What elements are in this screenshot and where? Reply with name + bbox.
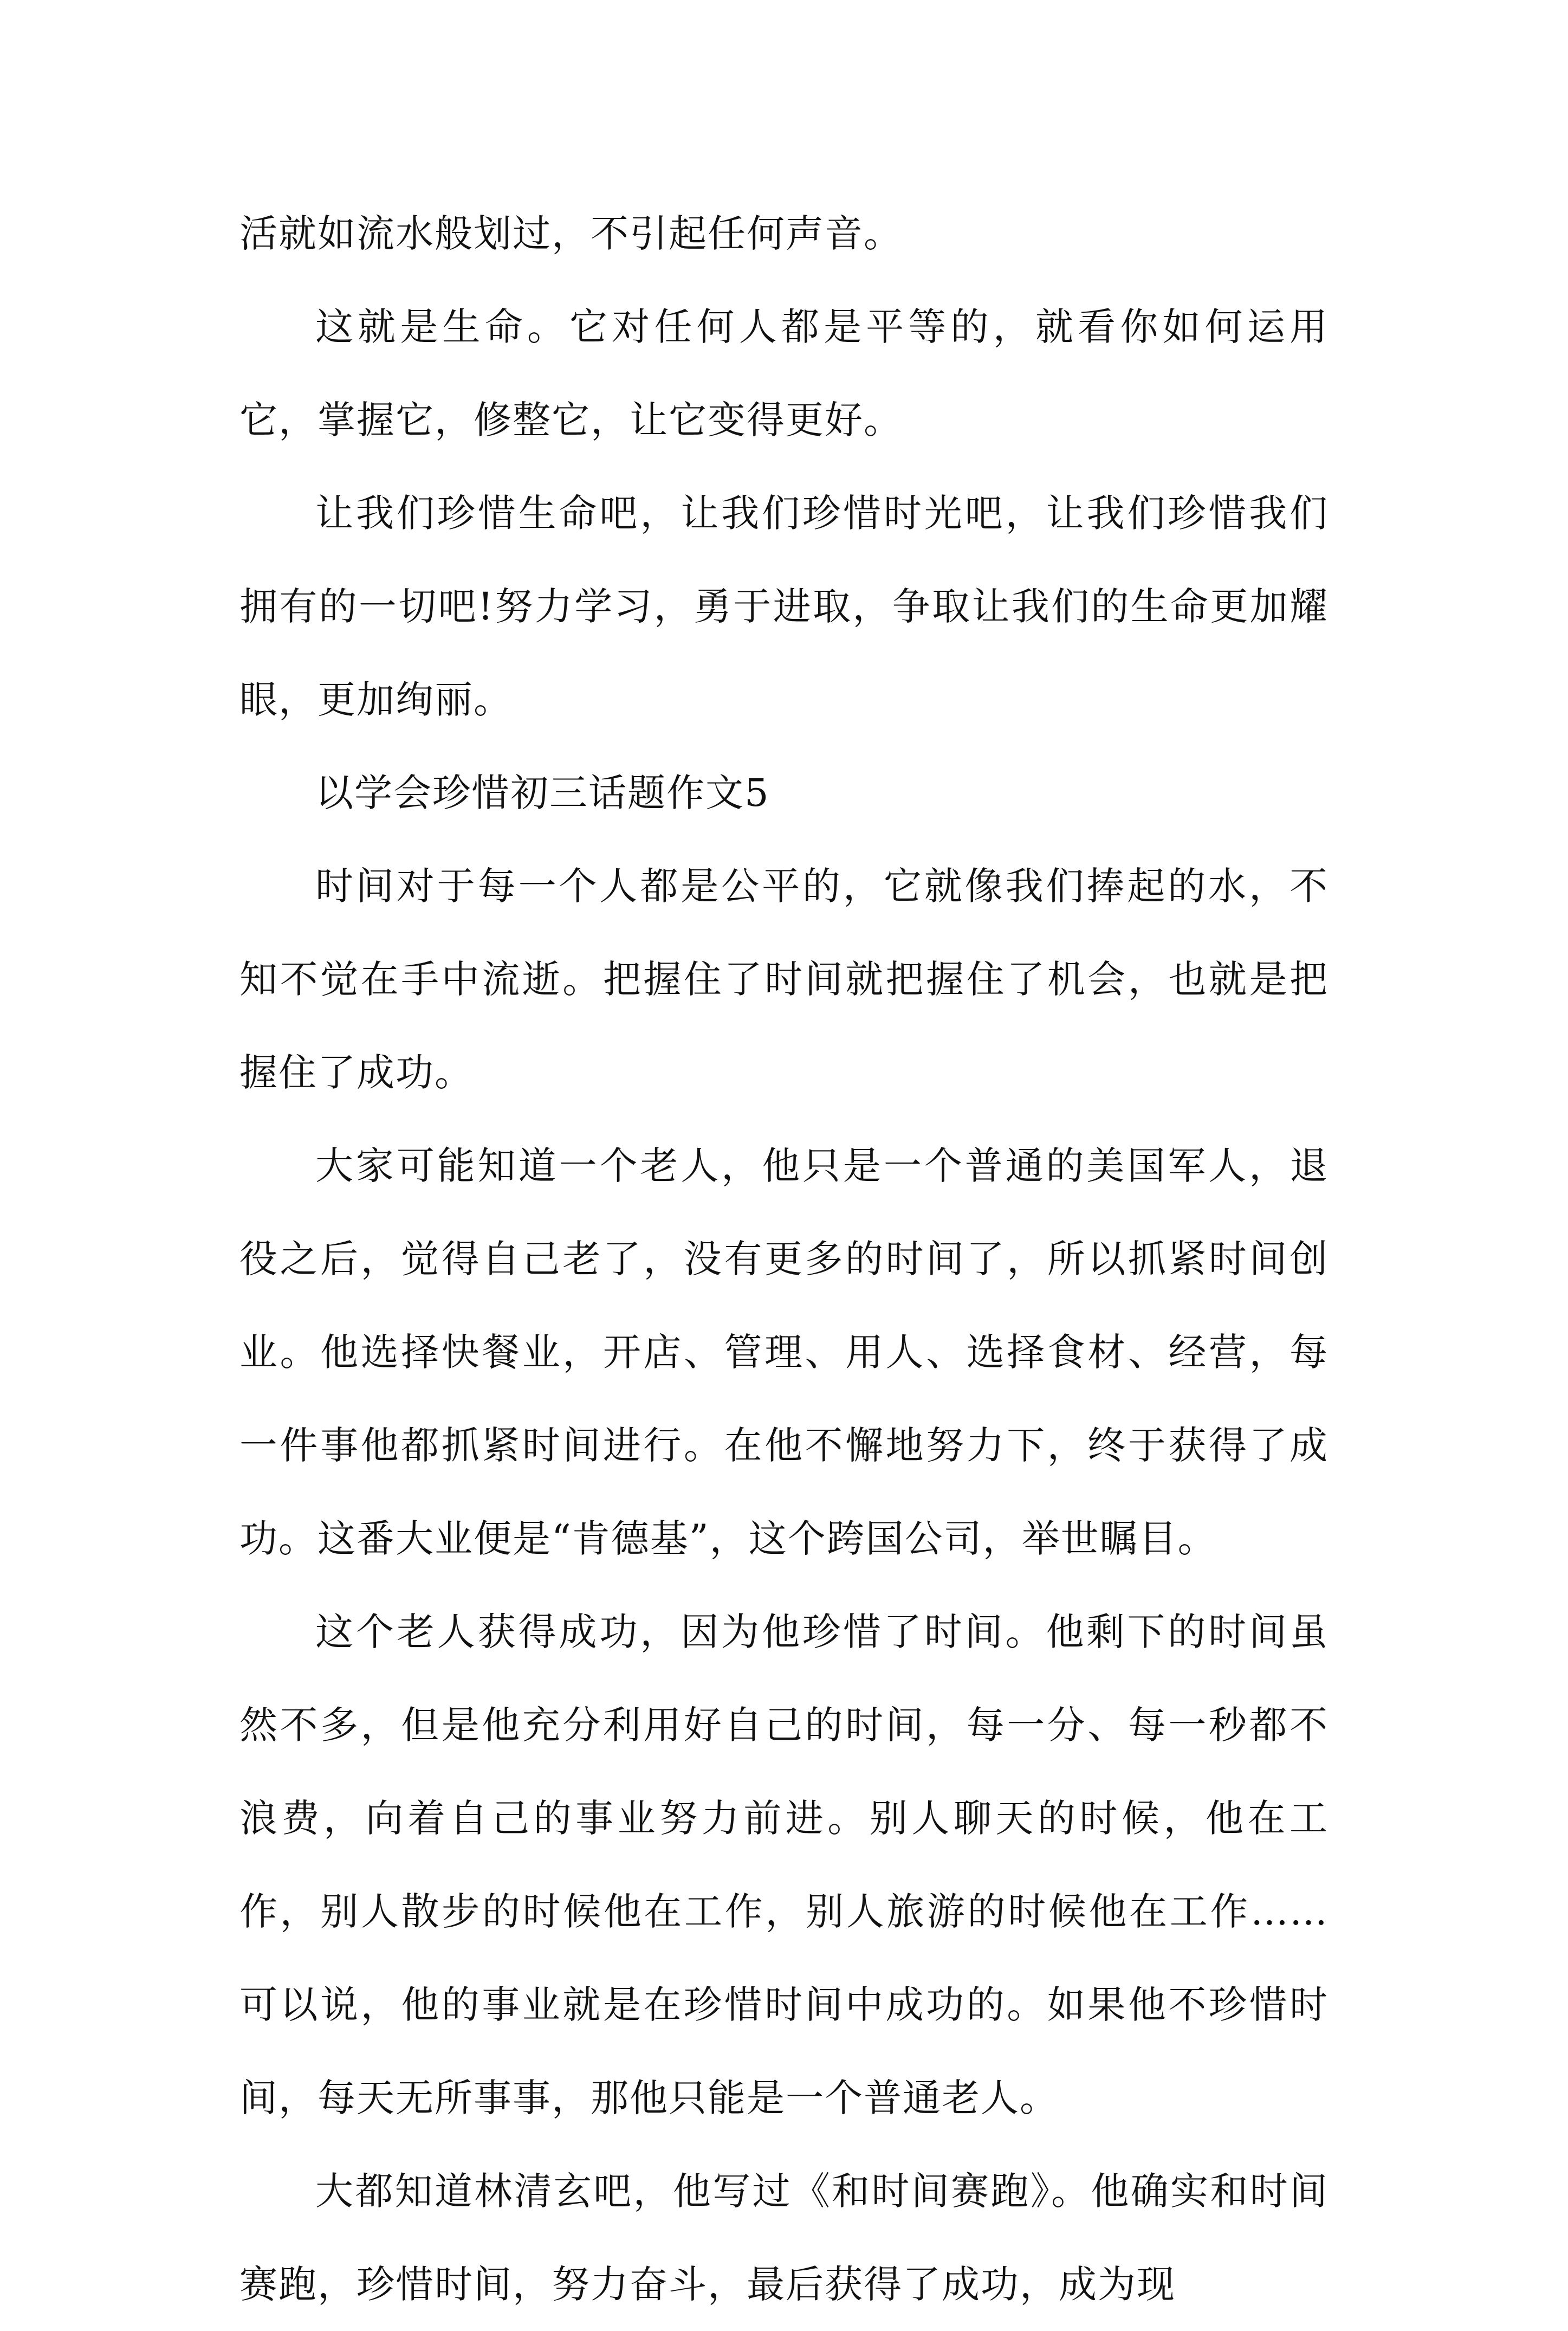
essay-heading: 以学会珍惜初三话题作文5 xyxy=(315,771,770,815)
paragraph-life-equal: 这就是生命。它对任何人都是平等的，就看你如何运用它，掌握它，修整它，让它变得更好。 xyxy=(239,305,1329,442)
paragraph-old-man-story: 大家可能知道一个老人，他只是一个普通的美国军人，退役之后，觉得自己老了，没有更多的时间了，所以抓紧时间创业。他选择快餐业，开店、管理、用人、选择食材、经营，每一件事他都抓紧时间进行。在他不懈地努力下，终于获得了成功。这番大业便是“肯德基”，这个跨国公司，举世瞩目。 xyxy=(239,1144,1329,1561)
paragraph-time-fair: 时间对于每一个人都是公平的，它就像我们捧起的水，不知不觉在手中流逝。把握住了时间就把握住了机会，也就是把握住了成功。 xyxy=(239,864,1329,1095)
paragraph-lin-qingxuan: 大都知道林清玄吧，他写过《和时间赛跑》。他确实和时间赛跑，珍惜时间，努力奋斗，最后获得了成功，成为现 xyxy=(239,2169,1329,2307)
essay-body xyxy=(239,187,1329,2331)
paragraph-old-man-success: 这个老人获得成功，因为他珍惜了时间。他剩下的时间虽然不多，但是他充分利用好自己的时间，每一分、每一秒都不浪费，向着自己的事业努力前进。别人聊天的时候，他在工作，别人散步的时候他在工作，别人旅游的时候他在工作……可以说，他的事业就是在珍惜时间中成功的。如果他不珍惜时间，每天无所事事，那他只能是一个普通老人。 xyxy=(239,1610,1329,2120)
paragraph-continuation: 活就如流水般划过，不引起任何声音。 xyxy=(239,211,903,256)
paragraph-cherish-life: 让我们珍惜生命吧，让我们珍惜时光吧，让我们珍惜我们拥有的一切吧!努力学习，勇于进取，争取让我们的生命更加耀眼，更加绚丽。 xyxy=(239,491,1329,722)
